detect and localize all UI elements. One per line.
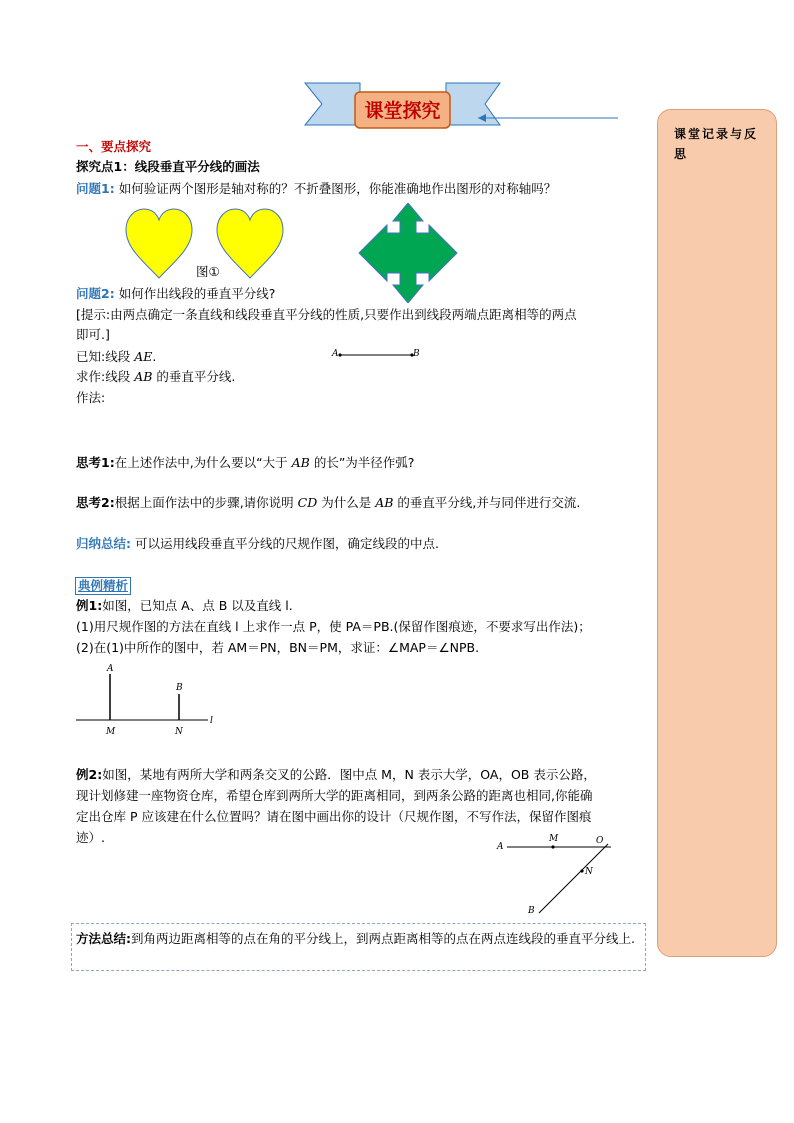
think2-label: 思考2: [76,495,115,510]
method-summary-label: 方法总结: [76,931,131,946]
method-summary [76,929,642,948]
think1-label: 思考1: [76,455,115,470]
seek-segment: AB [134,369,153,384]
example2-line2: 现计划修建一座物资仓库，希望仓库到两所大学的距离相同，到两条公路的距离也相同,你能确 [76,788,593,803]
question2-text: 如何作出线段的垂直平分线? [118,286,276,301]
question2 [76,285,275,303]
example2-label: 例2: [76,767,103,782]
method-label: 作法: [76,390,106,405]
question1 [76,180,556,198]
question2-label: 问题2: [76,286,115,301]
fig1-point-a: A [107,664,114,674]
fig2-point-a: A [497,842,504,852]
section-heading: 一、要点探究 [76,139,152,154]
sidebar-title: 课堂记录与反思 [674,127,759,161]
summary: 归纳总结: 可以运用线段垂直平分线的尺规作图，确定线段的中点. [76,536,439,551]
known-line: 已知:线段 AE. [76,349,157,364]
point-b-label: B [413,349,420,359]
think1: 思考1:在上述作法中,为什么要以“大于 AB 的长”为半径作弧? [76,455,415,470]
examples-badge: 典例精析 [75,577,131,595]
example1-part2: (2)在(1)中所作的图中，若 AM＝PN，BN＝PM，求证：∠MAP＝∠NPB. [76,640,480,655]
fig2-point-o: O [596,836,604,846]
question1-label: 问题1: [76,181,115,196]
summary-label: 归纳总结: [76,536,131,551]
point-a-label: A [332,349,339,359]
fig2-point-n: N [585,867,593,877]
hint-line1: [提示:由两点确定一条直线和线段垂直平分线的性质,只要作出到线段两端点距离相等的两点 [76,307,577,322]
fig2-point-m: M [549,834,559,844]
seek-line: 求作:线段 AB 的垂直平分线. [76,369,236,384]
example2-line3: 定出仓库 P 应该建在什么位置吗？请在图中画出你的设计（尺规作图，不写作法，保留作图痕 [76,809,592,824]
example1: 例1:如图，已知点 A、点 B 以及直线 l. [76,598,293,613]
notes-sidebar [657,109,777,957]
figure1-label: 图① [196,264,220,279]
banner-ribbon [300,75,620,133]
hint-line2: 即可.] [76,327,110,342]
method-summary-text: 到角两边距离相等的点在角的平分线上，到两点距离相等的点在两点连线段的垂直平分线上. [131,931,635,946]
four-way-arrow-icon [357,203,459,303]
think2: 思考2:根据上面作法中的步骤,请你说明 CD 为什么是 AB 的垂直平分线,并与同伴进行交流. [76,495,581,510]
example2-figure [495,835,625,920]
known-segment: AE [134,349,153,364]
segment-ab-figure [330,347,425,365]
method-summary-box [71,923,646,971]
fig1-point-m: M [106,727,116,737]
example2: 例2:如图，某地有两所大学和两条交叉的公路．图中点 M，N 表示大学，OA，OB 表示公路， [76,767,596,782]
example2-line4: 迹）. [76,830,105,845]
example1-part1: (1)用尺规作图的方法在直线 l 上求作一点 P，使 PA＝PB.(保留作图痕迹，不要求写出作法)； [76,619,591,634]
example1-label: 例1: [76,598,103,613]
heart-icon [126,209,192,278]
heart-icon [217,209,283,278]
point1-title: 探究点1：线段垂直平分线的画法 [76,159,260,174]
banner-title: 课堂探究 [364,100,441,122]
fig2-point-b: B [528,906,535,916]
example1-figure [74,662,224,742]
question1-text: 如何验证两个图形是轴对称的？不折叠图形，你能准确地作出图形的对称轴吗？ [118,181,557,196]
fig1-point-b: B [176,683,183,693]
fig1-point-n: N [175,727,183,737]
fig1-line-l: l [210,716,213,726]
